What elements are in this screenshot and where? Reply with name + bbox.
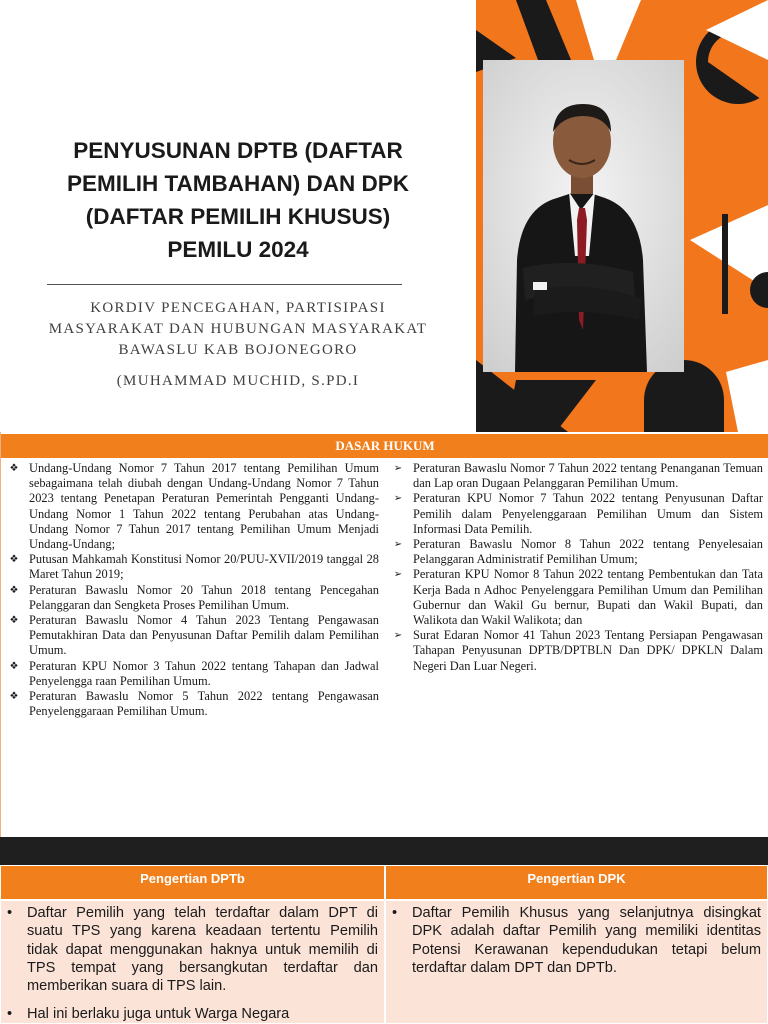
- diamond-bullet-icon: ❖: [9, 554, 19, 566]
- title-line: (DAFTAR PEMILIH KHUSUS): [85, 204, 391, 229]
- list-item-text: Peraturan Bawaslu Nomor 5 Tahun 2022 tentang Pengawasan Penyelenggaraan Pemilihan Umum.: [29, 689, 379, 719]
- list-item-text: Peraturan Bawaslu Nomor 8 Tahun 2022 tentang Penyelesaian Pelanggaran Administratif Pemilihan Umum;: [413, 537, 763, 567]
- list-item: [1, 904, 384, 995]
- diamond-bullet-icon: ❖: [9, 584, 19, 596]
- list-item-text: Peraturan KPU Nomor 8 Tahun 2022 tentang Pembentukan dan Tata Kerja Bada n Adhoc Penyelenggara Pemilihan Umum dan Pemilihan Gubernur dan Wakil Gu bernur, Bupati dan Wakil Bupati, dan Walikota dan Wakil Walikota; dan: [413, 567, 763, 628]
- list-item: [7, 659, 379, 689]
- arrow-bullet-icon: ➢: [393, 463, 403, 474]
- list-item-text: Peraturan Bawaslu Nomor 4 Tahun 2023 Tentang Pengawasan Pemutakhiran Data dan Penyusunan Daftar Pemilih dalam Pemilihan Umum.: [29, 613, 379, 658]
- arrow-bullet-icon: ➢: [393, 493, 403, 505]
- diamond-bullet-icon: ❖: [9, 463, 19, 474]
- subtitle-line: BAWASLU KAB BOJONEGORO: [118, 342, 358, 358]
- list-item: [7, 461, 379, 552]
- list-item: [7, 689, 379, 719]
- round-bullet-icon: •: [7, 905, 13, 921]
- round-bullet-icon: •: [7, 1006, 13, 1023]
- list-item-text: Daftar Pemilih yang telah terdaftar dalam DPT di suatu TPS yang karena keadaan tertentu Pemilih tidak dapat menggunakan haknya untuk memilih di TPS tempat yang bersangkutan terdaftar dan memberikan suara di TPS lain.: [27, 905, 378, 995]
- list-item: [7, 583, 379, 613]
- list-item-text: Hal ini berlaku juga untuk Warga Negara: [27, 1006, 290, 1023]
- list-item-text: Peraturan Bawaslu Nomor 20 Tahun 2018 tentang Pencegahan Pelanggaran dan Sengketa Proses Pemilihan Umum.: [29, 582, 379, 612]
- title-line: PEMILIH TAMBAHAN) DAN DPK: [66, 171, 410, 196]
- legal-basis-slide: [0, 432, 768, 837]
- title-slide: [0, 0, 768, 432]
- list-item-text: Surat Edaran Nomor 41 Tahun 2023 Tentang Persiapan Pengawasan Tahapan Penyusunan DPTB/DPTBLN Dan DPK/ DPKLN Dalam Negeri Dan Luar Negeri.: [413, 628, 763, 673]
- list-item: [7, 552, 379, 582]
- diamond-bullet-icon: ❖: [9, 691, 19, 703]
- diamond-bullet-icon: ❖: [9, 660, 19, 672]
- speaker-portrait-photo: [483, 60, 684, 372]
- round-bullet-icon: •: [392, 905, 398, 921]
- subtitle-line: KORDIV PENCEGAHAN, PARTISIPASI: [90, 300, 386, 316]
- section-header: DASAR HUKUM: [1, 434, 768, 458]
- table-header-dpk: Pengertian DPK: [385, 865, 768, 900]
- list-item: [1, 1005, 384, 1023]
- definitions-slide: [0, 837, 768, 1024]
- list-item-text: Putusan Mahkamah Konstitusi Nomor 20/PUU-XVII/2019 tanggal 28 Maret Tahun 2019;: [29, 552, 379, 582]
- list-item: [391, 491, 763, 537]
- table-header-dptb: Pengertian DPTb: [0, 865, 385, 900]
- list-item: [391, 461, 763, 491]
- arrow-bullet-icon: ➢: [393, 539, 403, 551]
- list-item: [7, 613, 379, 659]
- list-item-text: Undang-Undang Nomor 7 Tahun 2017 tentang Pemilihan Umum sebagaimana telah diubah dengan Undang-Undang Nomor 7 Tahun 2023 tentang Penetapan Peraturan Pemerintah Pengganti Undang-Undang Nomor 1 Tahun 2022 tentang Perubahan atas Undang-Undang Nomor 7 Tahun 2017 tentang Pemilihan Umum Menjadi Undang-Undang;: [29, 461, 379, 552]
- list-item-text: Peraturan KPU Nomor 7 Tahun 2022 tentang Penyusunan Daftar Pemilih dalam Penyelenggaraan Pemilihan Umum dan Sistem Informasi Data Pemilih.: [413, 491, 763, 536]
- list-item-text: Peraturan KPU Nomor 3 Tahun 2022 tentang Tahapan dan Jadwal Penyelengga raan Pemilihan Umum.: [29, 658, 379, 688]
- title-divider: [47, 284, 402, 285]
- list-item-text: Daftar Pemilih Khusus yang selanjutnya disingkat DPK adalah daftar Pemilih yang memiliki identitas Potensi Kerawanan kependudukan tetapi belum terdaftar dalam DPT dan DPTb.: [412, 905, 761, 976]
- subtitle-line: MASYARAKAT DAN HUBUNGAN MASYARAKAT: [48, 321, 428, 337]
- list-item: [386, 904, 767, 977]
- author-name: (MUHAMMAD MUCHID, S.PD.I: [116, 373, 360, 389]
- arrow-bullet-icon: ➢: [393, 630, 403, 642]
- diamond-bullet-icon: ❖: [9, 615, 19, 627]
- slide-top-bar: [0, 837, 768, 865]
- list-item: [391, 628, 763, 674]
- definitions-table: [0, 865, 768, 1024]
- arrow-bullet-icon: ➢: [393, 569, 403, 581]
- table-cell-dpk: [385, 900, 768, 1024]
- title-line: PEMILU 2024: [167, 237, 309, 262]
- slide-subtitle: [20, 298, 456, 361]
- list-item-text: Peraturan Bawaslu Nomor 7 Tahun 2022 tentang Penanganan Temuan dan Lap oran Dugaan Pelanggaran Pemilihan Umum.: [413, 461, 763, 491]
- list-item: [391, 537, 763, 567]
- title-line: PENYUSUNAN DPTB (DAFTAR: [73, 138, 403, 163]
- legal-basis-right-column: [391, 461, 763, 674]
- list-item: [391, 567, 763, 628]
- slide-title: [28, 134, 448, 266]
- legal-basis-left-column: [7, 461, 379, 719]
- table-cell-dptb: [0, 900, 385, 1024]
